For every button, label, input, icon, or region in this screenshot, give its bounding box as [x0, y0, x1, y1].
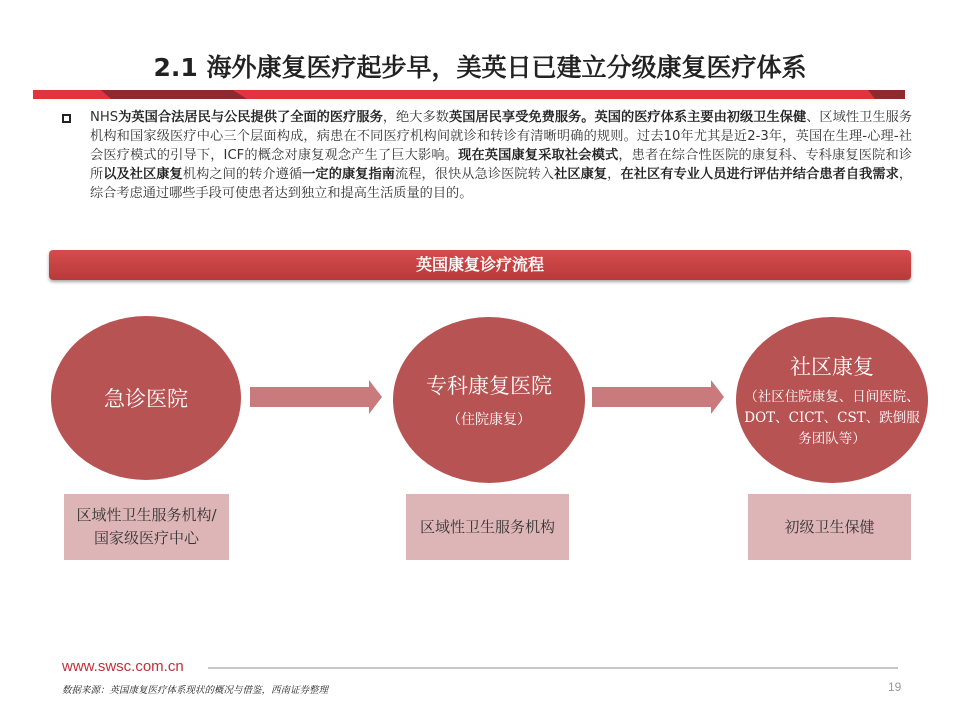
- text-segment: 流程，很快从急诊医院转入: [395, 167, 555, 182]
- node-label: 社区康复: [790, 354, 874, 379]
- node-emergency-hospital: [51, 316, 241, 480]
- text-segment: ，患者在综合性医院的康复科、专科康复医院和诊所: [90, 148, 913, 182]
- text-segment: ，绝大多数: [382, 110, 449, 125]
- text-segment: 机构之间的转介遵循: [182, 167, 303, 182]
- node-label: 专科康复医院: [426, 373, 552, 398]
- text-segment-bold: 一定的康复指南: [302, 167, 395, 182]
- node-label: 急诊医院: [104, 387, 188, 411]
- text-segment-bold: 社区康复: [554, 167, 608, 182]
- text-segment-bold: 为英国合法居民与公民提供了全面的医疗服务: [118, 110, 383, 125]
- text-segment-bold: 英国居民享受免费服务。英国的医疗体系主要由初级卫生保健: [448, 110, 807, 125]
- level-box-regional-national: [64, 494, 229, 560]
- level-label-line1: 区域性卫生服务机构/: [76, 506, 217, 524]
- text-segment: ，: [607, 167, 621, 182]
- text-segment-bold: 以及社区康复: [103, 167, 183, 182]
- node-community-rehab: [736, 317, 928, 483]
- level-label-line1: 初级卫生保健: [784, 517, 875, 536]
- page-number: 19: [888, 680, 902, 694]
- node-sublabel: （社区住院康复、日间医院、DOT、CICT、CST、跌倒服务团队等）: [744, 388, 920, 447]
- text-segment-bold: 在社区有专业人员进行评估并结合患者自我需求: [620, 167, 899, 182]
- diagram-banner-title: 英国康复诊疗流程: [49, 250, 911, 280]
- text-segment: 、区域性卫生服务机构和国家级医疗中心三个层面构成，病患在不同医疗机构间就诊和转诊有清晰明确的规则。过去10年尤其是近2-3年，英国在生理-心理-社会医疗模式的引导下，ICF的概念对康复观念产生了巨大影响。: [90, 110, 913, 163]
- hollow-square-bullet-icon: [62, 114, 71, 123]
- level-box-primary-care: [748, 494, 911, 560]
- slide-title: 2.1 海外康复医疗起步早，美英日已建立分级康复医疗体系: [153, 53, 807, 82]
- level-box-regional: [406, 494, 569, 560]
- intro-paragraph: [90, 108, 912, 203]
- footer-data-source: 数据来源：英国康复医疗体系现状的概况与借鉴，西南证券整理: [62, 685, 329, 696]
- level-label-line1: 区域性卫生服务机构: [419, 517, 555, 536]
- title-underline-bar: [33, 90, 905, 99]
- text-segment-bold: 现在英国康复采取社会模式: [458, 148, 619, 163]
- text-segment: ，综合考虑通过哪些手段可使患者达到独立和提高生活质量的目的。: [90, 167, 913, 201]
- intro-bullet: [62, 108, 912, 203]
- footer-divider: [208, 667, 898, 669]
- right-arrow-icon: [250, 380, 384, 418]
- footer-website-link[interactable]: www.swsc.com.cn: [62, 658, 184, 675]
- node-specialist-rehab-hospital: [393, 317, 585, 483]
- right-arrow-icon: [592, 380, 726, 418]
- text-segment: NHS: [90, 110, 119, 125]
- level-label-line2: 国家级医疗中心: [93, 529, 199, 547]
- node-sublabel: （住院康复）: [447, 411, 531, 428]
